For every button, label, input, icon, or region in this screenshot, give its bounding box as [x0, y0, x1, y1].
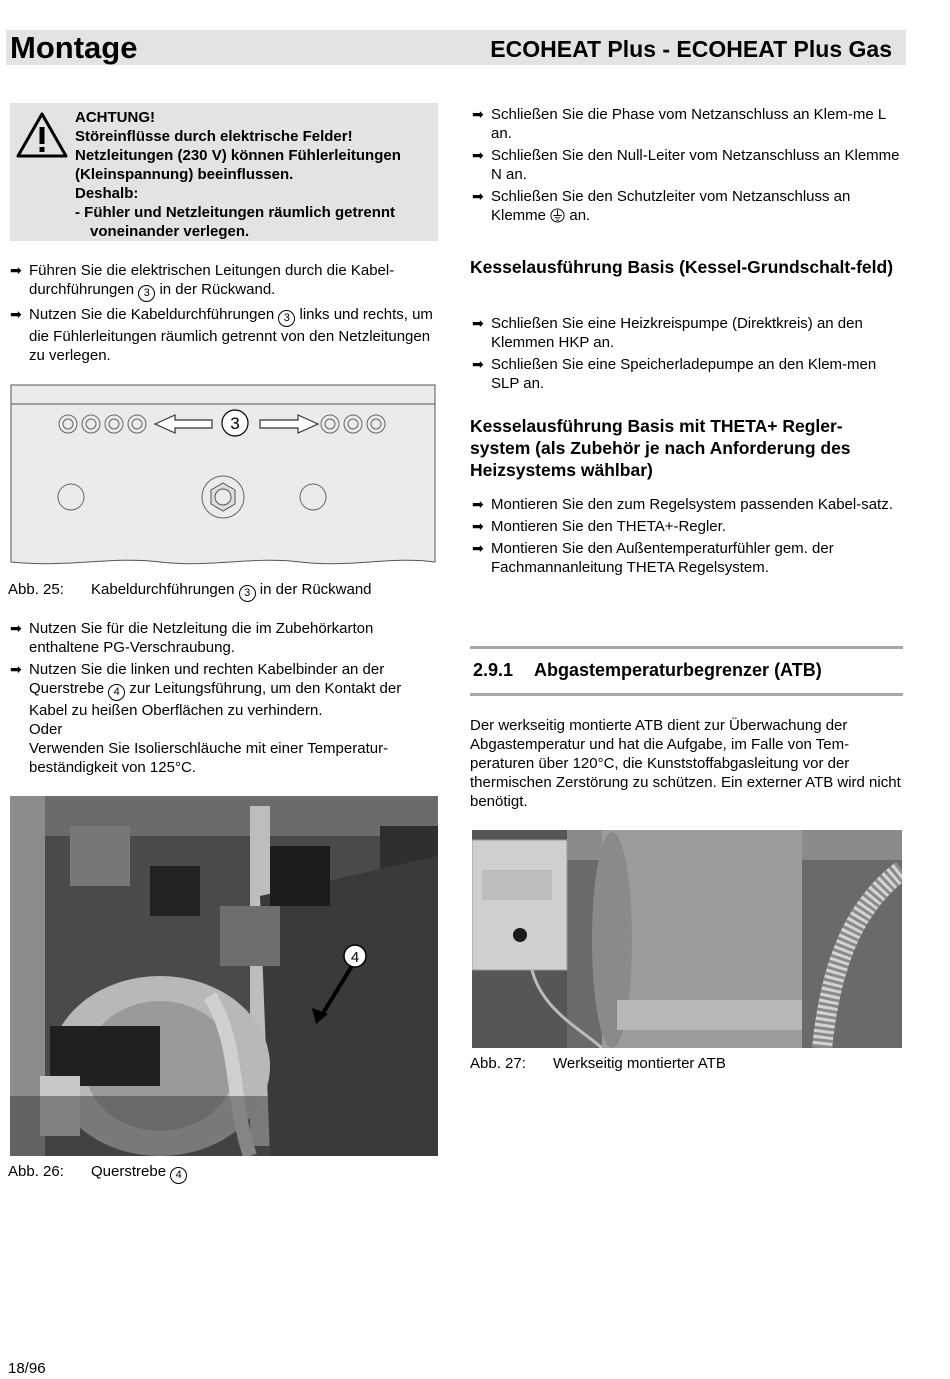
product-title: ECOHEAT Plus - ECOHEAT Plus Gas — [490, 36, 892, 62]
warning-text — [75, 108, 435, 241]
boiler-interior-photo — [10, 796, 438, 1156]
arrow-right-icon: ➡ — [472, 147, 484, 163]
arrow-right-icon: ➡ — [472, 540, 484, 556]
subsection-number: 2.9.1 — [473, 660, 514, 680]
list-item: ➡ Schließen Sie die Phase vom Netzanschluss an Klem-me L an. — [472, 106, 886, 142]
arrow-right-icon: ➡ — [472, 106, 484, 122]
arrow-right-icon: ➡ — [472, 315, 484, 331]
arrow-right-icon: ➡ — [472, 188, 484, 204]
arrow-right-icon: ➡ — [10, 620, 22, 636]
list-item: ➡ Schließen Sie eine Heizkreispumpe (Direktkreis) an den Klemmen HKP an. — [472, 315, 863, 351]
list-item: ➡ Führen Sie die elektrischen Leitungen durch die Kabel-durchführungen 3 in der Rückwand. — [10, 261, 435, 302]
section-rule-top — [470, 646, 903, 649]
rear-wall-diagram — [10, 384, 436, 568]
list-item: ➡ Nutzen Sie die Kabeldurchführungen 3 links und rechts, um die Fühlerleitungen räumlich getrennt von den Netzleitungen zu verlegen. — [10, 306, 433, 364]
figure-caption: Abb. 25: Kabeldurchführungen 3 in der Rückwand — [8, 580, 372, 602]
instruction-list — [472, 495, 902, 580]
list-item: ➡ Nutzen Sie für die Netzleitung die im Zubehörkarton enthaltene PG-Verschraubung. — [10, 620, 374, 656]
section-heading: Kesselausführung Basis (Kessel-Grundschalt-feld) — [470, 257, 894, 277]
subsection-label: Abgastemperaturbegrenzer (ATB) — [534, 660, 822, 680]
warning-line: Deshalb: — [75, 185, 139, 202]
warning-line: Störeinflüsse durch elektrische Felder! — [75, 128, 353, 145]
callout-number: 4 — [350, 949, 360, 966]
list-item: ➡ Montieren Sie den THETA+-Regler. — [472, 518, 726, 535]
page-number: 18/96 — [8, 1360, 46, 1377]
list-item: ➡ Nutzen Sie die linken und rechten Kabelbinder an der Querstrebe 4 zur Leitungsführung, um den Kontakt der Kabel zu heißen Oberflächen zu verhindern. Oder Verwenden Sie Isolierschläuche mit einer Temperatur-beständigkeit von 125°C. — [10, 661, 402, 776]
warning-line: Netzleitungen (230 V) können Fühlerleitungen (Kleinspannung) beeinflussen. — [75, 147, 401, 183]
subsection-title — [473, 660, 822, 681]
arrow-right-icon: ➡ — [472, 518, 484, 534]
section-rule-bottom — [470, 693, 903, 696]
ground-symbol-icon — [550, 208, 565, 223]
warning-title: ACHTUNG! — [75, 109, 155, 126]
page-header — [6, 30, 906, 65]
list-item: ➡ Schließen Sie den Schutzleiter vom Netzanschluss an Klemme an. — [472, 188, 851, 224]
callout-number: 4 — [170, 1167, 187, 1184]
instruction-list — [472, 105, 902, 228]
arrow-right-icon: ➡ — [10, 306, 22, 322]
list-item: ➡ Schließen Sie den Null-Leiter vom Netzanschluss an Klemme N an. — [472, 147, 900, 183]
instruction-list — [10, 619, 440, 780]
arrow-right-icon: ➡ — [472, 496, 484, 512]
instruction-list — [10, 261, 435, 368]
instruction-list — [472, 314, 902, 396]
body-paragraph: Der werkseitig montierte ATB dient zur Überwachung der Abgastemperatur und hat die Aufgabe, im Falle von Tem-peraturen über 120°C, die Kunststoffabgasleitung vor der thermischen Zerstörung zu schützen. Ein externer ATB wird nicht benötigt. — [470, 717, 901, 810]
chapter-title: Montage — [10, 30, 138, 65]
callout-number: 3 — [138, 285, 155, 302]
list-item: ➡ Montieren Sie den zum Regelsystem passenden Kabel-satz. — [472, 496, 893, 513]
arrow-right-icon: ➡ — [10, 262, 22, 278]
callout-number: 3 — [230, 414, 240, 433]
list-item: ➡ Schließen Sie eine Speicherladepumpe an den Klem-men SLP an. — [472, 356, 877, 392]
callout-number: 3 — [239, 585, 256, 602]
warning-line: - Fühler und Netzleitungen räumlich getrennt voneinander verlegen. — [75, 204, 396, 240]
list-item: ➡ Montieren Sie den Außentemperaturfühler gem. der Fachmannanleitung THETA Regelsystem. — [472, 540, 834, 576]
warning-box — [10, 103, 438, 241]
figure-caption: Abb. 26: Querstrebe 4 — [8, 1162, 187, 1184]
atb-photo — [472, 830, 902, 1048]
arrow-right-icon: ➡ — [472, 356, 484, 372]
callout-number: 4 — [108, 684, 125, 701]
figure-caption: Abb. 27: Werkseitig montierter ATB — [470, 1055, 726, 1072]
callout-number: 3 — [278, 310, 295, 327]
arrow-right-icon: ➡ — [10, 661, 22, 677]
section-heading: Kesselausführung Basis mit THETA+ Regler-system (als Zubehör je nach Anforderung des Heizsystems wählbar) — [470, 416, 851, 480]
warning-triangle-icon — [16, 111, 68, 159]
